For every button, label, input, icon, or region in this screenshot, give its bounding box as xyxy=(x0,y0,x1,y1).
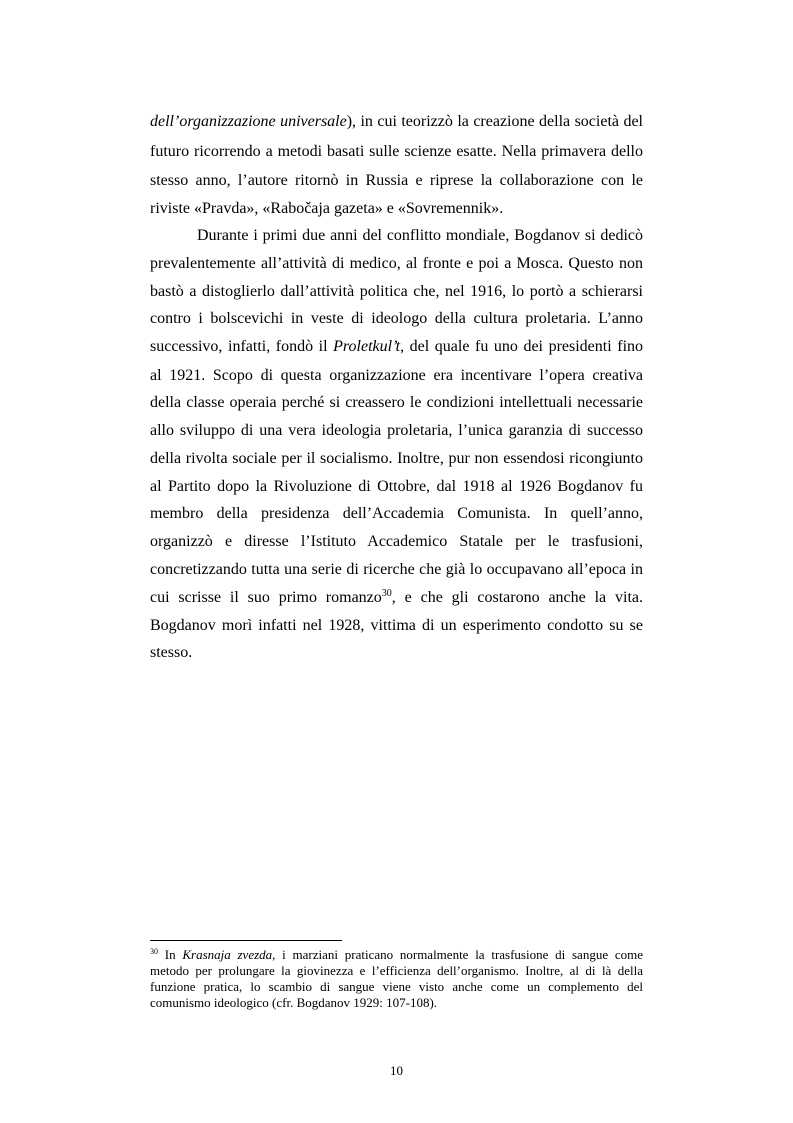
footnote-number: 30 xyxy=(150,947,158,956)
body-line: al 1921. Scopo di questa organizzazione era incentivare l’opera creativa xyxy=(150,367,643,384)
footnote-line: comunismo ideologico (cfr. Bogdanov 1929: 107-108). xyxy=(150,995,438,1010)
body-line: concretizzando tutta una serie di ricerche che già lo occupavano all’epoca in xyxy=(150,561,643,578)
body-line: stesso. xyxy=(150,644,193,661)
body-line: Bogdanov morì infatti nel 1928, vittima di un esperimento condotto su se xyxy=(150,617,643,634)
italic-term: Proletkul’t xyxy=(333,338,401,355)
footnote-line: funzione pratica, lo scambio di sangue viene visto anche come un complemento del xyxy=(150,979,643,994)
footnote-line: metodo per prolungare la giovinezza e l’efficienza dell’organismo. Inoltre, al di là della xyxy=(150,963,643,978)
footnote-reference[interactable]: 30 xyxy=(381,588,392,599)
body-line: al Partito dopo la Rivoluzione di Ottobre, dal 1918 al 1926 Bogdanov fu xyxy=(150,478,643,495)
page-number: 10 xyxy=(390,1063,403,1078)
body-line: futuro ricorrendo a metodi basati sulle scienze esatte. Nella primavera dello xyxy=(150,143,643,160)
body-line: membro della presidenza dell’Accademia Comunista. In quell’anno, xyxy=(150,505,643,522)
body-line: organizzò e diresse l’Istituto Accademico Statale per le trasfusioni, xyxy=(150,533,643,550)
body-line: stesso anno, l’autore ritornò in Russia e riprese la collaborazione con le xyxy=(150,172,643,189)
body-line: riviste «Pravda», «Rabočaja gazeta» e «Sovremennik». xyxy=(150,200,504,217)
body-line: dell’organizzazione universale), in cui teorizzò la creazione della società del xyxy=(150,113,643,130)
body-line: cui scrisse il suo primo romanzo$^{30}$, e che gli costarono anche la vita. xyxy=(150,588,643,606)
body-line: successivo, infatti, fondò il Proletkul’t, del quale fu uno dei presidenti fino xyxy=(150,338,644,355)
body-line: bastò a distoglierlo dall’attività politica che, nel 1916, lo portò a schierarsi xyxy=(150,283,643,300)
body-line: prevalentemente all’attività di medico, al fronte e poi a Mosca. Questo non xyxy=(150,255,643,272)
body-line: contro i bolscevichi in veste di ideologo della cultura proletaria. L’anno xyxy=(150,310,643,327)
body-line: della rivolta sociale per il socialismo. Inoltre, pur non essendosi ricongiunto xyxy=(150,450,643,467)
footnote-separator xyxy=(150,940,342,941)
paragraph-first-line: Durante i primi due anni del conflitto mondiale, Bogdanov si dedicò xyxy=(197,227,643,244)
body-line: allo sviluppo di una vera ideologia proletaria, l’unica garanzia di successo xyxy=(150,422,643,439)
body-line: della classe operaia perché si creassero le condizioni intellettuali necessarie xyxy=(150,394,643,411)
italic-title: dell’organizzazione universale xyxy=(150,113,347,130)
italic-title: Krasnaja zvezda xyxy=(182,947,273,962)
footnote-line: $^{30}$ In Krasnaja zvezda, i marziani praticano normalmente la trasfusione di sangue come xyxy=(150,947,643,962)
